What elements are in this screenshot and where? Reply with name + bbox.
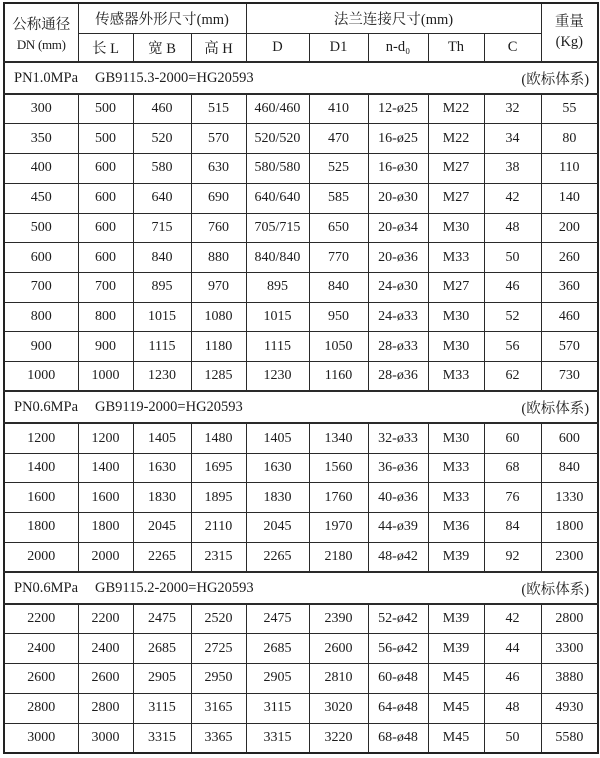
table-cell: 840/840 [246, 243, 309, 273]
table-cell: 1115 [133, 332, 191, 362]
table-cell: 500 [78, 124, 133, 154]
table-cell: M30 [428, 213, 484, 243]
table-cell: 1400 [78, 453, 133, 483]
table-cell: 460/460 [246, 94, 309, 124]
table-cell: 900 [4, 332, 78, 362]
table-cell: 76 [484, 483, 541, 513]
section-header-row [4, 572, 598, 604]
table-cell: 2200 [4, 604, 78, 634]
table-cell: 84 [484, 513, 541, 543]
table-cell: 20-ø30 [368, 183, 428, 213]
table-cell: 24-ø33 [368, 302, 428, 332]
header-D: D [246, 33, 309, 62]
table-row [4, 423, 598, 453]
header-n-d0: n-d₀ [368, 33, 428, 62]
table-row [4, 513, 598, 543]
table-cell: 300 [4, 94, 78, 124]
table-cell: 2000 [78, 542, 133, 572]
header-row-subcolumns [4, 33, 598, 62]
table-cell: 350 [4, 124, 78, 154]
table-cell: 36-ø36 [368, 453, 428, 483]
table-cell: 760 [191, 213, 246, 243]
flange-dimension-table [3, 2, 599, 754]
section-header-content [5, 397, 597, 418]
table-cell: M36 [428, 513, 484, 543]
table-cell: 2810 [309, 664, 368, 694]
table-cell: 650 [309, 213, 368, 243]
table-cell: 2400 [78, 634, 133, 664]
table-row [4, 453, 598, 483]
table-cell: 1015 [133, 302, 191, 332]
table-cell: 2800 [541, 604, 598, 634]
table-cell: 140 [541, 183, 598, 213]
table-row [4, 213, 598, 243]
table-cell: 690 [191, 183, 246, 213]
table-cell: 32 [484, 94, 541, 124]
table-row [4, 154, 598, 184]
table-cell: 400 [4, 154, 78, 184]
table-cell: 2045 [246, 513, 309, 543]
section-header-content [5, 68, 597, 89]
table-cell: 600 [78, 183, 133, 213]
table-cell: 46 [484, 664, 541, 694]
table-cell: 1340 [309, 423, 368, 453]
section-standard: GB9119-2000=HG20593 [95, 398, 243, 415]
table-cell: 64-ø48 [368, 693, 428, 723]
table-row [4, 723, 598, 753]
table-cell: 630 [191, 154, 246, 184]
table-cell: 515 [191, 94, 246, 124]
table-row [4, 272, 598, 302]
table-cell: 3115 [133, 693, 191, 723]
header-length-L: 长 L [78, 33, 133, 62]
table-cell: 1760 [309, 483, 368, 513]
table-cell: 38 [484, 154, 541, 184]
table-cell: 1800 [78, 513, 133, 543]
table-cell: 1160 [309, 362, 368, 392]
table-cell: 570 [541, 332, 598, 362]
header-height-H: 高 H [191, 33, 246, 62]
table-cell: 80 [541, 124, 598, 154]
table-cell: M39 [428, 634, 484, 664]
table-cell: M27 [428, 183, 484, 213]
table-cell: 1970 [309, 513, 368, 543]
table-cell: 450 [4, 183, 78, 213]
table-cell: 50 [484, 243, 541, 273]
table-cell: 2300 [541, 542, 598, 572]
table-cell: M22 [428, 124, 484, 154]
table-cell: 52-ø42 [368, 604, 428, 634]
header-weight-unit-label: (Kg) [555, 33, 583, 50]
table-cell: 52 [484, 302, 541, 332]
table-cell: 1695 [191, 453, 246, 483]
table-cell: 2110 [191, 513, 246, 543]
header-row-groups [4, 3, 598, 33]
table-cell: 2475 [246, 604, 309, 634]
table-cell: 2000 [4, 542, 78, 572]
table-cell: M39 [428, 542, 484, 572]
section-pressure-rating: PN1.0MPa [14, 69, 79, 86]
table-cell: 1560 [309, 453, 368, 483]
table-cell: 44-ø39 [368, 513, 428, 543]
table-cell: 68-ø48 [368, 723, 428, 753]
table-cell: 34 [484, 124, 541, 154]
table-cell: 44 [484, 634, 541, 664]
table-cell: M45 [428, 723, 484, 753]
table-row [4, 94, 598, 124]
section-standard: GB9115.3-2000=HG20593 [95, 69, 254, 86]
table-cell: M30 [428, 302, 484, 332]
table-cell: 260 [541, 243, 598, 273]
table-cell: 700 [4, 272, 78, 302]
table-cell: 1000 [78, 362, 133, 392]
table-cell: 1800 [541, 513, 598, 543]
table-cell: 28-ø33 [368, 332, 428, 362]
table-cell: 600 [78, 213, 133, 243]
section-header-cell [4, 391, 598, 423]
table-cell: 2200 [78, 604, 133, 634]
table-cell: M22 [428, 94, 484, 124]
table-cell: 12-ø25 [368, 94, 428, 124]
table-cell: 2905 [133, 664, 191, 694]
table-cell: 410 [309, 94, 368, 124]
table-cell: 2520 [191, 604, 246, 634]
table-cell: 640 [133, 183, 191, 213]
table-cell: M45 [428, 693, 484, 723]
section-pressure-rating: PN0.6MPa [14, 398, 79, 415]
section-header-content [5, 578, 597, 599]
table-cell: 460 [133, 94, 191, 124]
table-cell: M27 [428, 272, 484, 302]
table-cell: 46 [484, 272, 541, 302]
table-cell: 3315 [246, 723, 309, 753]
header-C: C [484, 33, 541, 62]
table-cell: 800 [4, 302, 78, 332]
table-cell: 950 [309, 302, 368, 332]
table-cell: 28-ø36 [368, 362, 428, 392]
table-cell: 40-ø36 [368, 483, 428, 513]
table-cell: 32-ø33 [368, 423, 428, 453]
table-cell: 2045 [133, 513, 191, 543]
table-cell: 1200 [4, 423, 78, 453]
table-cell: 2265 [133, 542, 191, 572]
table-cell: 1400 [4, 453, 78, 483]
table-cell: 900 [78, 332, 133, 362]
table-cell: 1200 [78, 423, 133, 453]
table-cell: 2390 [309, 604, 368, 634]
table-cell: 5580 [541, 723, 598, 753]
table-cell: 970 [191, 272, 246, 302]
table-cell: M30 [428, 332, 484, 362]
table-cell: 520/520 [246, 124, 309, 154]
section-standard: GB9115.2-2000=HG20593 [95, 579, 254, 596]
table-cell: 1630 [246, 453, 309, 483]
header-dn-unit-label: DN (mm) [16, 36, 66, 52]
table-cell: 2600 [4, 664, 78, 694]
table-cell: 48 [484, 693, 541, 723]
table-cell: 62 [484, 362, 541, 392]
table-header [4, 3, 598, 62]
header-Th: Th [428, 33, 484, 62]
table-cell: 3880 [541, 664, 598, 694]
header-width-B: 宽 B [133, 33, 191, 62]
table-cell: 2180 [309, 542, 368, 572]
table-cell: 1285 [191, 362, 246, 392]
table-row [4, 483, 598, 513]
table-cell: 360 [541, 272, 598, 302]
table-row [4, 362, 598, 392]
table-cell: 60-ø48 [368, 664, 428, 694]
table-cell: 1405 [133, 423, 191, 453]
table-cell: 715 [133, 213, 191, 243]
table-cell: 1230 [246, 362, 309, 392]
table-cell: 42 [484, 604, 541, 634]
header-D1: D1 [309, 33, 368, 62]
table-cell: 600 [4, 243, 78, 273]
table-row [4, 693, 598, 723]
table-cell: 1180 [191, 332, 246, 362]
table-cell: 895 [246, 272, 309, 302]
table-cell: 200 [541, 213, 598, 243]
table-row [4, 332, 598, 362]
header-flange-connection-group: 法兰连接尺寸(mm) [246, 3, 541, 33]
table-cell: 1800 [4, 513, 78, 543]
table-cell: 1405 [246, 423, 309, 453]
section-header-cell [4, 572, 598, 604]
table-cell: M33 [428, 483, 484, 513]
table-cell: 705/715 [246, 213, 309, 243]
table-cell: 3365 [191, 723, 246, 753]
table-cell: 2400 [4, 634, 78, 664]
table-cell: M39 [428, 604, 484, 634]
table-cell: 50 [484, 723, 541, 753]
table-cell: 1015 [246, 302, 309, 332]
header-nominal-diameter [4, 3, 78, 62]
table-cell: 730 [541, 362, 598, 392]
table-row [4, 183, 598, 213]
section-header-cell [4, 62, 598, 94]
table-cell: 1330 [541, 483, 598, 513]
table-cell: 840 [541, 453, 598, 483]
header-weight-label: 重量 [554, 13, 584, 30]
table-cell: 1480 [191, 423, 246, 453]
table-cell: 20-ø36 [368, 243, 428, 273]
table-body [4, 62, 598, 753]
table-cell: M33 [428, 243, 484, 273]
table-cell: 2905 [246, 664, 309, 694]
table-cell: 600 [541, 423, 598, 453]
table-cell: 2600 [78, 664, 133, 694]
table-cell: 2600 [309, 634, 368, 664]
table-cell: 48-ø42 [368, 542, 428, 572]
table-cell: 580 [133, 154, 191, 184]
table-cell: 525 [309, 154, 368, 184]
table-cell: 770 [309, 243, 368, 273]
section-note: (欧标体系) [521, 400, 590, 417]
table-cell: 895 [133, 272, 191, 302]
table-row [4, 664, 598, 694]
header-nominal-diameter-label: 公称通径 [12, 16, 71, 33]
table-row [4, 634, 598, 664]
table-cell: 1830 [246, 483, 309, 513]
table-cell: 1895 [191, 483, 246, 513]
table-cell: 3300 [541, 634, 598, 664]
table-cell: 16-ø25 [368, 124, 428, 154]
table-cell: 3115 [246, 693, 309, 723]
table-cell: 500 [78, 94, 133, 124]
table-cell: 2800 [78, 693, 133, 723]
table-row [4, 604, 598, 634]
table-cell: 520 [133, 124, 191, 154]
table-cell: 42 [484, 183, 541, 213]
table-cell: M30 [428, 423, 484, 453]
table-row [4, 542, 598, 572]
table-cell: 1600 [78, 483, 133, 513]
table-cell: 2685 [246, 634, 309, 664]
table-cell: 800 [78, 302, 133, 332]
table-cell: 92 [484, 542, 541, 572]
table-cell: 2475 [133, 604, 191, 634]
table-cell: M45 [428, 664, 484, 694]
table-cell: 460 [541, 302, 598, 332]
table-cell: 56 [484, 332, 541, 362]
table-cell: M33 [428, 362, 484, 392]
table-cell: 16-ø30 [368, 154, 428, 184]
table-cell: 4930 [541, 693, 598, 723]
table-row [4, 124, 598, 154]
table-cell: 55 [541, 94, 598, 124]
table-cell: 56-ø42 [368, 634, 428, 664]
section-header-row [4, 391, 598, 423]
table-row [4, 302, 598, 332]
table-cell: 110 [541, 154, 598, 184]
table-cell: 3000 [78, 723, 133, 753]
table-cell: 3315 [133, 723, 191, 753]
table-cell: 700 [78, 272, 133, 302]
section-note: (欧标体系) [521, 71, 590, 88]
table-cell: 48 [484, 213, 541, 243]
table-cell: 3000 [4, 723, 78, 753]
table-cell: 880 [191, 243, 246, 273]
section-pressure-rating: PN0.6MPa [14, 579, 79, 596]
table-cell: 2950 [191, 664, 246, 694]
table-cell: 470 [309, 124, 368, 154]
section-note: (欧标体系) [521, 581, 590, 598]
table-cell: 585 [309, 183, 368, 213]
table-cell: 2800 [4, 693, 78, 723]
table-cell: 60 [484, 423, 541, 453]
table-cell: 580/580 [246, 154, 309, 184]
table-cell: 2725 [191, 634, 246, 664]
table-cell: 840 [309, 272, 368, 302]
table-cell: 1600 [4, 483, 78, 513]
table-cell: 1000 [4, 362, 78, 392]
header-sensor-dimensions-group: 传感器外形尺寸(mm) [78, 3, 246, 33]
table-cell: 3220 [309, 723, 368, 753]
table-cell: 2315 [191, 542, 246, 572]
table-row [4, 243, 598, 273]
table-cell: 640/640 [246, 183, 309, 213]
table-cell: 840 [133, 243, 191, 273]
table-cell: 1830 [133, 483, 191, 513]
table-cell: 20-ø34 [368, 213, 428, 243]
header-weight [541, 3, 598, 62]
table-cell: 500 [4, 213, 78, 243]
table-cell: 2685 [133, 634, 191, 664]
table-cell: 3165 [191, 693, 246, 723]
section-header-row [4, 62, 598, 94]
table-cell: 1115 [246, 332, 309, 362]
table-cell: 3020 [309, 693, 368, 723]
table-cell: 600 [78, 154, 133, 184]
table-cell: 68 [484, 453, 541, 483]
table-cell: 1050 [309, 332, 368, 362]
table-cell: 24-ø30 [368, 272, 428, 302]
table-cell: 600 [78, 243, 133, 273]
table-cell: M27 [428, 154, 484, 184]
table-cell: 2265 [246, 542, 309, 572]
table-cell: M33 [428, 453, 484, 483]
table-cell: 1630 [133, 453, 191, 483]
table-cell: 1230 [133, 362, 191, 392]
table-cell: 570 [191, 124, 246, 154]
table-cell: 1080 [191, 302, 246, 332]
